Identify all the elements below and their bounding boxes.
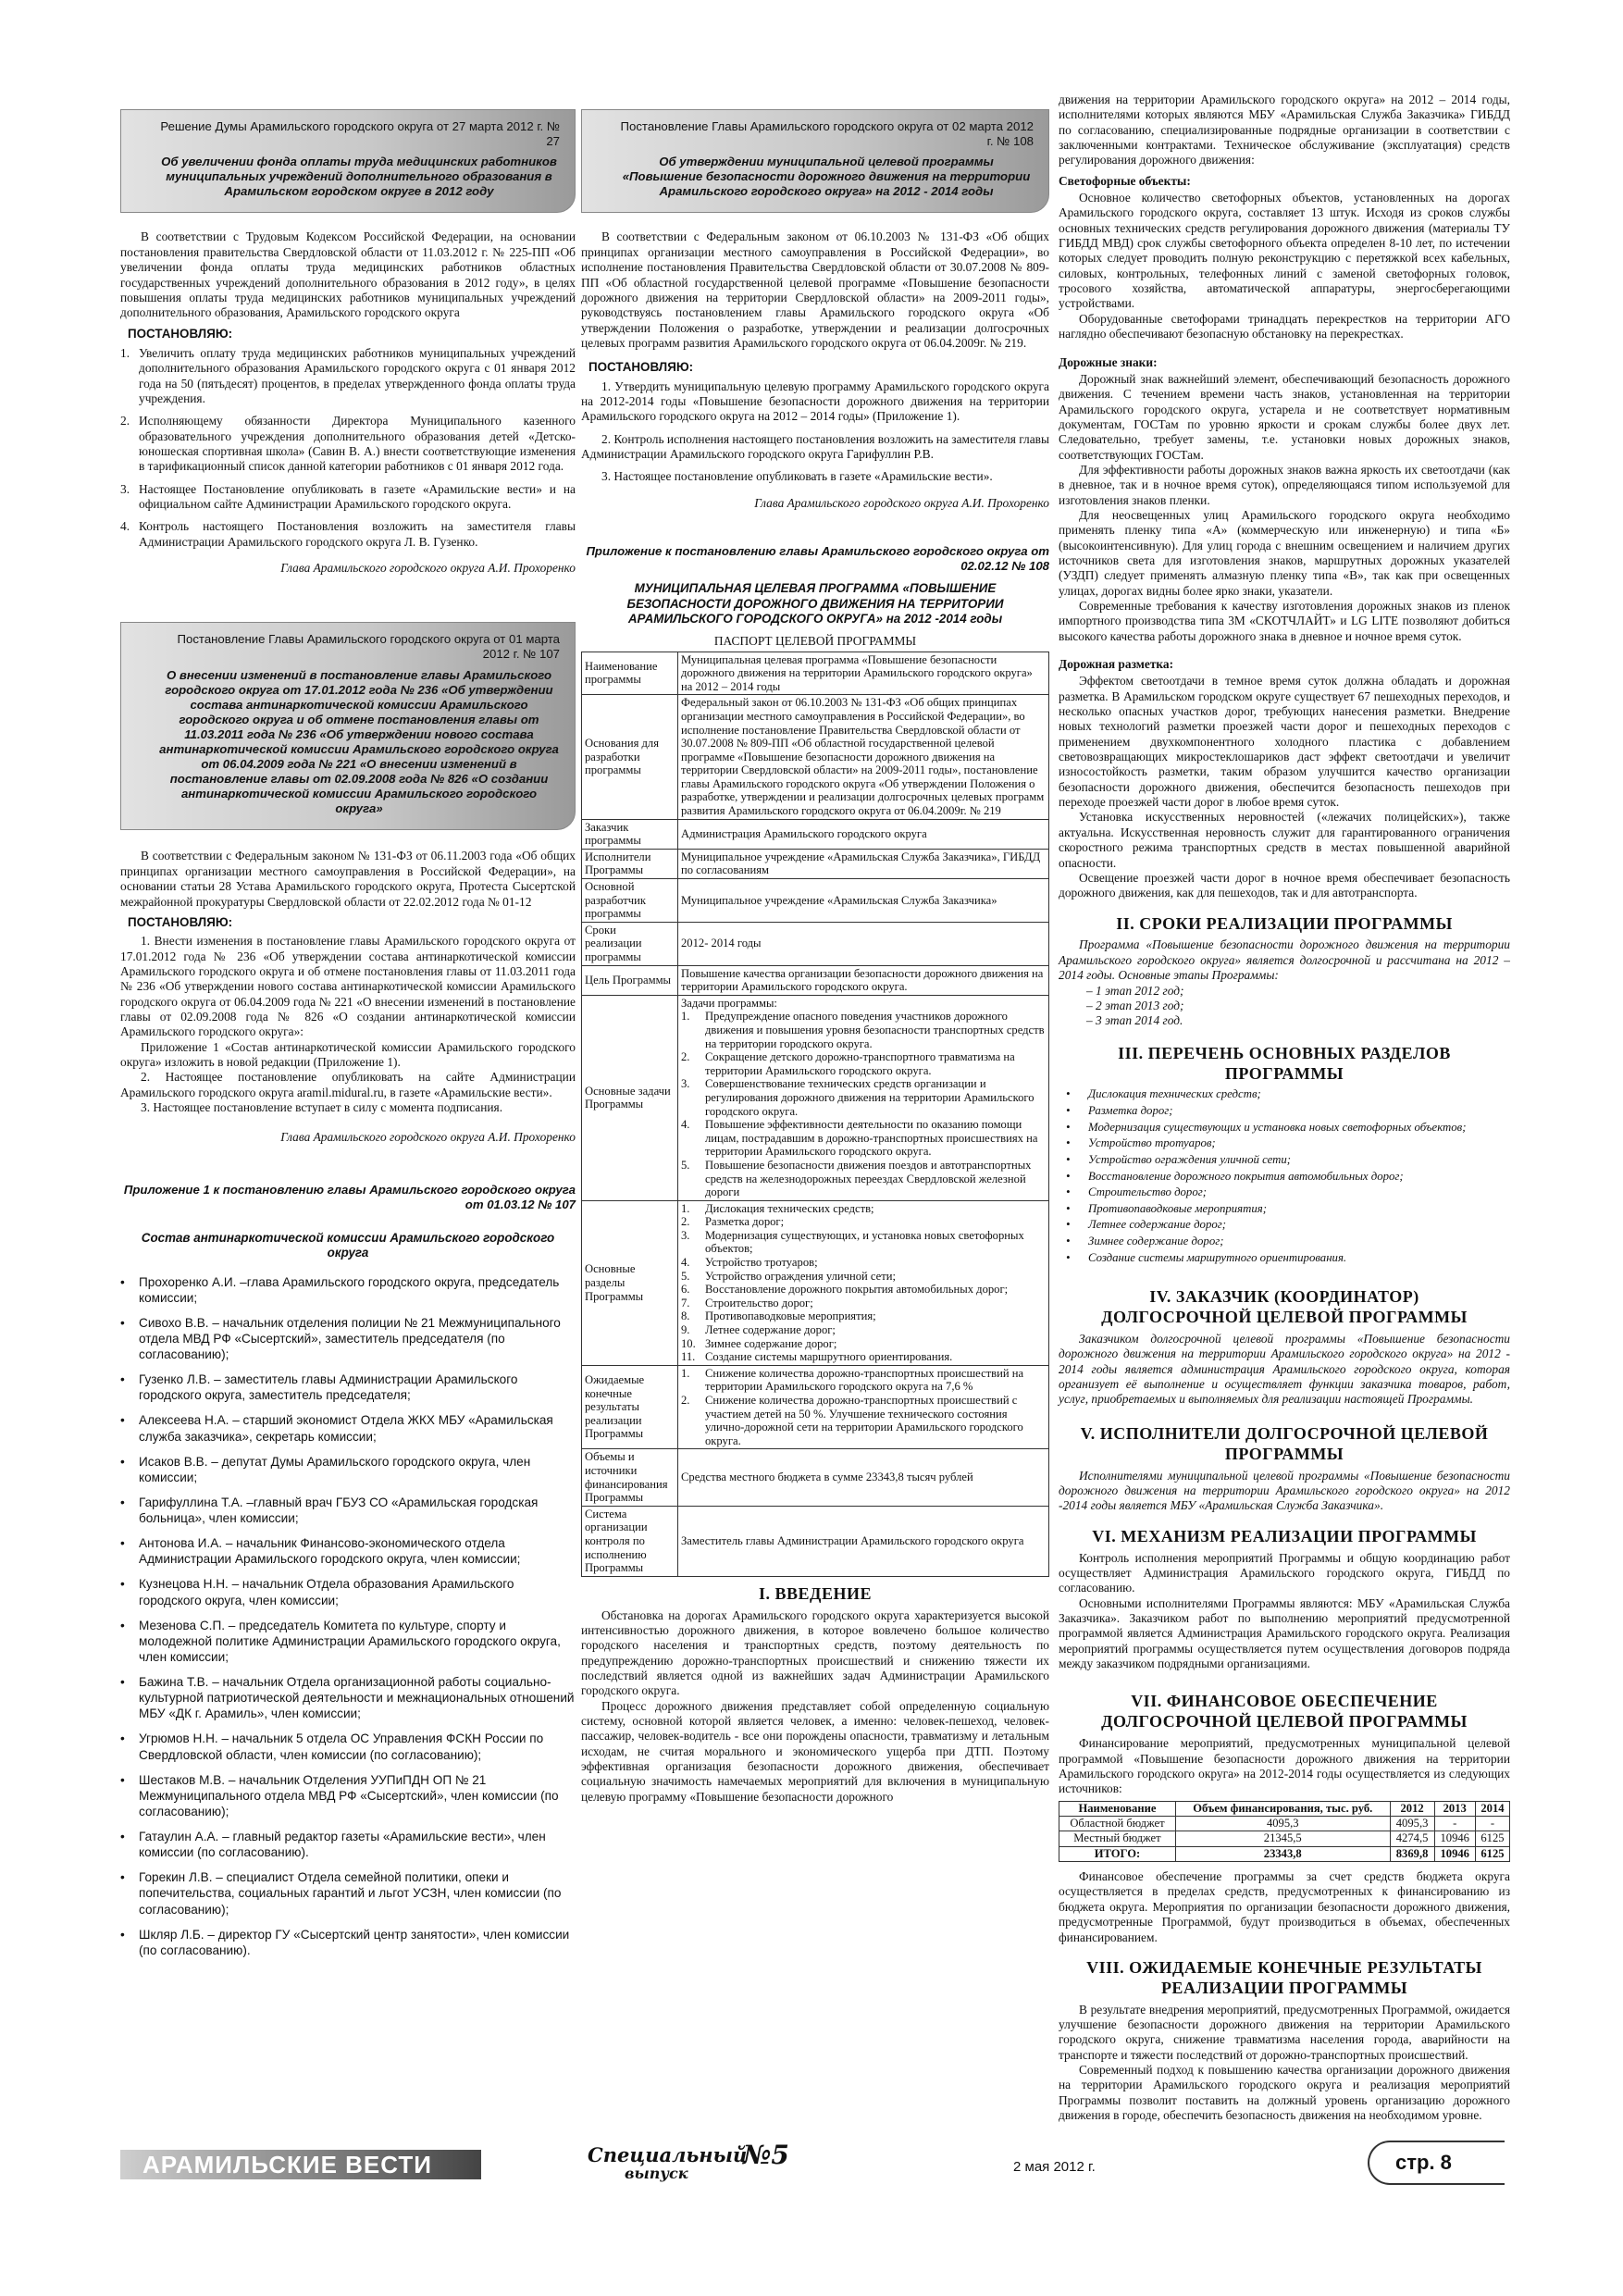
traffic-lights-heading: Светофорные объекты: (1059, 173, 1191, 188)
paragraph: Процесс дорожного движения представляет собой определенную социальную систему, основной которой является человек, а именно: человек-пешеход, человек-пассажир, человек-водитель - все они порождены опасности, травматизму и летальным исходам, не считая морального и экономического ущерба при ДТП. Поэтому эффективная организация безопасности дорожного движения, обеспечивает социальную значимость намечаемых мероприятий для включения в муниципальную целевую программу «Повышение безопасности дорожного (581, 1698, 1049, 1804)
passport-value: Муниципальное учреждение «Арамильская Служба Заказчика» (678, 879, 1049, 923)
issue-number: №5 (743, 2140, 789, 2170)
bullet: • (120, 1927, 125, 1942)
paragraph: В результате внедрения мероприятий, предусмотренных Программой, ожидается улучшение безопасности дорожного движения на территории Арамильского городского округа, снижение травматизма населения города, аварийности на транспорте и тяжести последствий от дорожно-транспортных происшествий. (1059, 2002, 1510, 2062)
commission-title: Состав антинаркотической комиссии Арамильского городского округа (141, 1230, 555, 1260)
special-issue-mark (588, 2140, 789, 2183)
signature: Глава Арамильского городского округа А.И. Прохоренко (280, 1130, 576, 1145)
section-4-text: Заказчиком долгосрочной целевой программы «Повышение безопасности дорожного движения на территории Арамильского городского округа» на 2012 - 2014 годы является администрация Арамильского городского округа, которая организует её выполнение и осуществляет функции заказчика товаров, работ, услуг, приобретаемых и выполняемых для реализации настоящей Программы. (1059, 1332, 1510, 1407)
list-item (681, 1309, 1046, 1323)
table-cell: 6125 (1475, 1846, 1509, 1861)
item-text: Зимнее содержание дорог; (1088, 1234, 1224, 1247)
commission-member (120, 1495, 576, 1526)
item-number: 4. (681, 1256, 690, 1270)
passport-row (582, 922, 1049, 965)
item-number: 3. (681, 1077, 690, 1091)
commission-member (120, 1869, 576, 1917)
bullet: • (1066, 1250, 1071, 1264)
bullet: • (1066, 1087, 1071, 1101)
bullet: • (120, 1315, 125, 1330)
special-issue-label-1: Специальный (588, 2143, 748, 2166)
passport-value: Заместитель главы Администрации Арамильского городского округа (678, 1506, 1049, 1576)
item-text: Дислокация технических средств; (705, 1201, 874, 1215)
item-text: Снижение количества дорожно-транспортных происшествий с участием детей на 50 %. Улучшение технического состояния улично-дорожной сети на территории Арамильского городского округа. (705, 1394, 1023, 1447)
item-text: Исполняющему обязанности Директора Муниципального казенного образовательного учреждения дополнительного образования детей «Детско-юношеская спортивная школа» (Савин В. А.) внести соответствующие изменения в тарификационный список данной категории работников с 01 января 2012 года. (139, 414, 576, 474)
paragraph: Основными исполнителями Программы являются: МБУ «Арамильская Служба Заказчика». Заказчиком работ по выполнению мероприятий предусмотренной программой является Администрация Арамильского городского округа. Реализация мероприятий программы осуществляется путем осуществления договоров подряда между заказчиком подрядными организациями. (1059, 1595, 1510, 1671)
signature: Глава Арамильского городского округа А.И. Прохоренко (754, 495, 1049, 510)
program-stages (1086, 984, 1510, 1029)
passport-row (582, 819, 1049, 849)
item-number: 4. (120, 519, 130, 534)
passport-value (678, 995, 1049, 1200)
column-middle (581, 109, 1049, 1805)
member-text: Алексеева Н.А. – старший экономист Отдела ЖКХ МБУ «Арамильская служба заказчика», секретарь комиссии; (139, 1413, 553, 1444)
item-text: Разметка дорог; (705, 1215, 785, 1229)
item-text: Контроль настоящего Постановления возложить на заместителя главы Администрации Арамильского городского округа Л. В. Гузенко. (139, 519, 576, 549)
paragraph: Эффектом светоотдачи в темное время суток должна обладать и дорожная разметка. В Арамильском городском округе существует 67 пешеходных переходов, и несколько опасных участков дорог, требующих нанесения разметки. Внедрение новых технологий разметки проезжей части дорог и пешеходных переходов с применением двухкомпонентного холодного пластика с добавлением световозвращающих микростеклошариков даст эффект светоотдачи и увеличит износостойкость разметки, таким образом улучшится качество организации безопасности дорожного движения, обеспечится безопасность пешеходов при переходе проезжей части дорог в любое время суток. (1059, 674, 1510, 810)
commission-member (120, 1772, 576, 1819)
commission-member (120, 1674, 576, 1721)
paragraph: Современный подход к повышению качества организации дорожного движения на территории Арамильского городского округа и реализация мероприятий Программы позволит поставить на должный уровень организацию дорожного движения в городе, обеспечить безопасность движения на необходимом уровне. (1059, 2063, 1510, 2123)
item-number: 9. (681, 1323, 690, 1337)
list-item (681, 1050, 1046, 1077)
item-text: Противопаводковые мероприятия; (705, 1309, 876, 1323)
list-item (1066, 1136, 1510, 1151)
passport-key: Наименование программы (582, 652, 678, 695)
list-item (681, 1283, 1046, 1297)
item-number: 2. (681, 1394, 690, 1407)
list-item (1066, 1235, 1510, 1249)
member-text: Шестаков М.В. – начальник Отделения УУПиПДН ОП № 21 Межмуниципального отдела МВД РФ «Сысертский», член комиссии (по согласованию); (139, 1772, 559, 1818)
table-cell: - (1475, 1817, 1509, 1831)
newspaper-logo: АРАМИЛЬСКИЕ ВЕСТИ (120, 2150, 481, 2179)
list-item (1066, 1202, 1510, 1217)
list-item (681, 1118, 1046, 1159)
issue-date: 2 мая 2012 г. (1013, 2159, 1096, 2175)
commission-member (120, 1412, 576, 1444)
item-text: Настоящее Постановление опубликовать в газете «Арамильские вести» и на официальном сайте Администрации Арамильского городского округа. (139, 481, 576, 511)
commission-member (120, 1274, 576, 1306)
paragraph: 1. Утвердить муниципальную целевую программу Арамильского городского округа на 2012-2014 годы «Повышение безопасности дорожного движения на территории Арамильского городского округа на 2012 – 2014 годы» (Приложение 1). (581, 379, 1049, 424)
paragraph: Приложение 1 «Состав антинаркотической комиссии Арамильского городского округа» изложить в новой редакции (Приложение 1). (120, 1039, 576, 1069)
section-6-text (1059, 1551, 1510, 1672)
paragraph: Современные требования к качеству изготовления дорожных знаков из пленок импортного производства типа 3М «СКОТЧЛАЙТ» и LG LITE позволяют добиться высокого качества работы дорожного знака в дневное и ночное время суток. (1059, 599, 1510, 643)
passport-row (582, 849, 1049, 878)
item-number: 6. (681, 1283, 690, 1297)
member-text: Исаков В.В. – депутат Думы Арамильского городского округа, член комиссии; (139, 1454, 531, 1484)
intro-text (581, 1608, 1049, 1805)
passport-key: Основной разработчик программы (582, 879, 678, 923)
paragraph: Установка искусственных неровностей («лежачих полицейских»), также актуальна. Искусственная неровность служит для гарантированного ограничения скоростного режима транспортных средств в местах повышенной аварийной опасности. (1059, 810, 1510, 870)
table-row (1059, 1817, 1510, 1831)
paragraph: Контроль исполнения мероприятий Программы и общую координацию работ осуществляет Администрация Арамильского городского округа, ГИБДД по согласованию. (1059, 1550, 1510, 1595)
numbered-list (681, 997, 1046, 1199)
intro-continued: движения на территории Арамильского городского округа» на 2012 – 2014 годы, исполнителями которых являются МБУ «Арамильская Служба Заказчика» ГИБДД по согласованию, специализированные подрядные организации в соответствии с заключенными контрактами. Техническое обслуживание (эксплуатация) средств регулирования дорожного движения: (1059, 93, 1510, 168)
commission-members (120, 1274, 576, 1958)
section-4-heading: IV. ЗАКАЗЧИК (КООРДИНАТОР) ДОЛГОСРОЧНОЙ ЦЕЛЕВОЙ ПРОГРАММЫ (1101, 1287, 1468, 1327)
list-item (681, 1256, 1046, 1270)
bullet: • (120, 1675, 125, 1690)
table-cell: 10946 (1434, 1846, 1475, 1861)
paragraph: Освещение проезжей части дорог в ночное время обеспечивает безопасность дорожного движения, как для пешеходов, так и для автотранспорта. (1059, 870, 1510, 900)
bullet: • (120, 1577, 125, 1592)
member-text: Гатаулин А.А. – главный редактор газеты «Арамильские вести», член комиссии (по согласованию). (139, 1830, 546, 1860)
road-signs-heading: Дорожные знаки: (1059, 354, 1158, 369)
table-cell: 4274,5 (1390, 1831, 1434, 1846)
bullet: • (120, 1870, 125, 1885)
passport-row (582, 1365, 1049, 1449)
list-item (1066, 1153, 1510, 1168)
item-number: 11. (681, 1350, 696, 1364)
item-text: Разметка дорог; (1088, 1104, 1173, 1118)
commission-member (120, 1454, 576, 1485)
section-6-heading: VI. МЕХАНИЗМ РЕАЛИЗАЦИИ ПРОГРАММЫ (1092, 1526, 1477, 1545)
paragraph: 1. Внести изменения в постановление главы Арамильского городского округа от 17.01.2012 года № 236 «Об утверждении состава антинаркотической комиссии Арамильского городского округа и об отмене постановления главы от 11.03.2011 года № 236 «Об утверждении нового состава антинаркотической комиссии Арамильского городского округа от 06.04.2009 года № 221 «О внесении изменений в постановление главы от 02.09.2008 года № 826 «О создании антинаркотической комиссии Арамильского городского округа»: (120, 934, 576, 1039)
program-appendix: Приложение к постановлению главы Арамильского городского округа от 02.02.12 № 108 (586, 543, 1049, 574)
item-text: Устройство ограждения уличной сети; (705, 1269, 896, 1283)
paragraph: Оборудованные светофорами тринадцать перекрестков на территории АГО наглядно обеспечивают безопасную обстановку на перекрестках. (1059, 311, 1510, 341)
decree-108-body: В соответствии с Федеральным законом от 06.10.2003 № 131-ФЗ «Об общих принципах организации местного самоуправления в Российской Федерации», во исполнение постановления Правительства Свердловской области от 30.07.2008 № 809-ПП «Об областной государственной целевой программе «Повышение безопасности дорожного движения на территории Свердловской области» на 2009-2011 годы», руководствуясь постановлением главы Арамильского городского округа «Об утверждении Положения о разработке, утверждении и реализации долгосрочных целевых программ развития Арамильского городского округа от 06.04.2009г. № 219. (581, 230, 1049, 350)
item-number: 1. (681, 1366, 690, 1380)
passport-key: Основания для разработки программы (582, 695, 678, 819)
passport-key: Сроки реализации программы (582, 922, 678, 965)
decree-108-subject: Об утверждении муниципальной целевой программы «Повышение безопасности дорожного движения на территории Арамильского городского округа» на 2012 - 2014 годы (622, 155, 1031, 199)
paragraph: 3. Настоящее постановление опубликовать в газете «Арамильские вести». (601, 469, 993, 484)
item-text: Дислокация технических средств; (1088, 1087, 1261, 1101)
list-item (1066, 1087, 1510, 1102)
signature: Глава Арамильского городского округа А.И. Прохоренко (280, 561, 576, 575)
decision-27-subject: Об увеличении фонда оплаты труда медицинских работников муниципальных учреждений дополнительного образования в Арамильском городском округе в 2012 году (161, 155, 557, 199)
bullet: • (1066, 1104, 1071, 1118)
table-cell: 4095,3 (1175, 1817, 1390, 1831)
bullet: • (1066, 1169, 1071, 1183)
passport-value: Федеральный закон от 06.10.2003 № 131-ФЗ «Об общих принципах организации местного самоуправления в Российской Федерации», во исполнение постановление Правительства Свердловской области от 30.07.2008 № 809-ПП «Об областной государственной целевой программе «Повышение безопасности дорожного движения на территории Свердловской области» на 2009-2011 годы», постановление главы Арамильского городского округа «Об утверждении Положения о разработке, утверждении и реализации долгосрочных целевых программ развития Арамильского городского округа от 06.04.2009г. № 219 (678, 695, 1049, 819)
decision-27-title: Решение Думы Арамильского городского округа от 27 марта 2012 г. № 27 (160, 119, 560, 149)
list-item (1066, 1218, 1510, 1233)
passport-key: Система организации контроля по исполнению Программы (582, 1506, 678, 1576)
list-item (120, 519, 576, 550)
item-number: 3. (681, 1228, 690, 1242)
page-number: стр. 8 (1368, 2141, 1505, 2185)
section-5-text: Исполнителями муниципальной целевой программы «Повышение безопасности дорожного движения на территории Арамильского городского округа» на 2012 -2014 годы является МБУ «Арамильская Служба Заказчика». (1059, 1468, 1510, 1513)
decree-word: ПОСТАНОВЛЯЮ: (128, 326, 233, 341)
bullet: • (1066, 1120, 1071, 1134)
item-text: Устройство ограждения уличной сети; (1088, 1152, 1292, 1166)
bullet: • (1066, 1201, 1071, 1215)
bullet: • (120, 1274, 125, 1289)
commission-member (120, 1315, 576, 1362)
member-text: Сивохо В.В. – начальник отделения полиции № 21 Межмуниципального отдела МВД РФ «Сысертский», заместитель председателя (по согласованию); (139, 1315, 561, 1362)
member-text: Шкляр Л.Б. – директор ГУ «Сысертский центр занятости», член комиссии (по согласованию). (139, 1927, 570, 1957)
item-number: 1. (681, 1201, 690, 1215)
bullet: • (120, 1618, 125, 1632)
numbered-list (681, 1367, 1046, 1448)
passport-key: Основные разделы Программы (582, 1200, 678, 1365)
bullet: • (120, 1731, 125, 1746)
passport-value: Муниципальное учреждение «Арамильская Служба Заказчика», ГИБДД по согласованиям (678, 849, 1049, 878)
list-item (681, 1297, 1046, 1310)
bullet: • (120, 1372, 125, 1387)
paragraph: 3. Настоящее постановление вступает в силу с момента подписания. (141, 1099, 503, 1114)
item-number: 1. (120, 345, 130, 360)
list-item (1066, 1121, 1510, 1136)
list-item (681, 1202, 1046, 1216)
item-text: Предупреждение опасного поведения участников дорожного движения и повышения уровня безопасности транспортных средств на территории городского округа. (705, 1010, 1045, 1050)
passport-value (678, 1200, 1049, 1365)
item-number: 5. (681, 1158, 690, 1172)
bullet: • (1066, 1218, 1071, 1232)
program-passport-table (581, 652, 1049, 1577)
list-item (1066, 1104, 1510, 1119)
passport-key: Цель Программы (582, 965, 678, 995)
list-item (1066, 1170, 1510, 1185)
item-text: Противопаводковые мероприятия; (1088, 1201, 1267, 1215)
item-text: Создание системы маршрутного ориентирования. (705, 1350, 953, 1364)
table-cell: 21345,5 (1175, 1831, 1390, 1846)
section-2-text: Программа «Повышение безопасности дорожного движения на территории Арамильского городского округа» является долгосрочной и рассчитана на 2012 – 2014 годы. Основные этапы Программы: (1059, 937, 1510, 983)
item-text: Совершенствование технических средств организации и регулирования дорожного движения на территории Арамильского городского округа. (705, 1077, 1035, 1118)
item-text: Зимнее содержание дорог; (705, 1336, 837, 1350)
section-3-heading: III. ПЕРЕЧЕНЬ ОСНОВНЫХ РАЗДЕЛОВ ПРОГРАММЫ (1118, 1043, 1451, 1083)
section-3-list (1066, 1087, 1510, 1265)
passport-value: Средства местного бюджета в сумме 23343,8 тысяч рублей (678, 1449, 1049, 1506)
numbered-list (681, 1202, 1046, 1364)
table-cell: - (1434, 1817, 1475, 1831)
passport-value: 2012- 2014 годы (678, 922, 1049, 965)
decree-word: ПОСТАНОВЛЯЮ: (588, 360, 694, 375)
decree-107-items (120, 934, 576, 1115)
bullet: • (1066, 1185, 1071, 1199)
item-text: Летнее содержание дорог; (1088, 1218, 1226, 1232)
section-8-text (1059, 2003, 1510, 2124)
passport-title: ПАСПОРТ ЦЕЛЕВОЙ ПРОГРАММЫ (713, 634, 917, 649)
road-marking-text (1059, 674, 1510, 900)
list-item (681, 1323, 1046, 1337)
section-2-heading: II. СРОКИ РЕАЛИЗАЦИИ ПРОГРАММЫ (1116, 913, 1453, 933)
item-text: Повышение безопасности движения поездов и автотранспортных средств на железнодорожных переездах Свердловской железной дороги (705, 1158, 1032, 1199)
list-item (681, 1215, 1046, 1229)
table-cell: ИТОГО: (1059, 1846, 1176, 1861)
list-item (681, 1010, 1046, 1050)
list-item (681, 1350, 1046, 1364)
passport-row (582, 965, 1049, 995)
list-item (681, 1077, 1046, 1118)
table-header-cell: Наименование (1059, 1801, 1176, 1816)
item-number: 8. (681, 1309, 690, 1323)
list-item (681, 1394, 1046, 1447)
decree-word: ПОСТАНОВЛЯЮ: (128, 914, 233, 929)
item-number: 4. (681, 1118, 690, 1132)
member-text: Антонова И.А. – начальник Финансово-экономического отдела Администрации Арамильского городского округа, член комиссии; (139, 1536, 521, 1567)
passport-row (582, 995, 1049, 1200)
section-5-heading: V. ИСПОЛНИТЕЛИ ДОЛГОСРОЧНОЙ ЦЕЛЕВОЙ ПРОГРАММЫ (1080, 1423, 1489, 1463)
road-signs-text (1059, 372, 1510, 644)
member-text: Угрюмов Н.Н. – начальник 5 отдела ОС Управления ФСКН России по Свердловской области, член комиссии (по согласованию); (139, 1731, 544, 1762)
passport-key: Объемы и источники финансирования Программы (582, 1449, 678, 1506)
passport-row (582, 1200, 1049, 1365)
member-text: Гарифуллина Т.А. –главный врач ГБУЗ СО «Арамильская городская больница», член комиссии; (139, 1495, 539, 1526)
item-number: 10. (681, 1336, 696, 1350)
decision-27-header (120, 109, 576, 213)
member-text: Кузнецова Н.Н. – начальник Отдела образования Арамильского городского округа, член комиссии; (139, 1577, 514, 1607)
list-item (120, 414, 576, 474)
decree-107-title: Постановление Главы Арамильского городского округа от 01 марта 2012 г. № 107 (177, 632, 560, 662)
passport-row (582, 1449, 1049, 1506)
traffic-lights-text (1059, 191, 1510, 341)
paragraph: Основное количество светофорных объектов, установленных на дорогах Арамильского городского округа, составляет 13 штук. Исходя из сроков службы основных технических средств регулирования дорожного движения (материалы ТУ ГИБДД МВД) срок службы светофорного объекта определен 8-10 лет, по истечении которых следует проводить полную реконструкцию с перетяжкой всех кабельных, силовых, контрольных, телефонных линий с заменой светофорных головок, тросового хозяйства, автоматической аппаратуры, энергосберегающими устройствами. (1059, 191, 1510, 311)
item-text: Летнее содержание дорог; (705, 1323, 836, 1337)
table-cell: Областной бюджет (1059, 1817, 1176, 1831)
passport-row (582, 652, 1049, 695)
passport-key: Исполнители Программы (582, 849, 678, 878)
list-item (681, 1159, 1046, 1199)
passport-value (678, 1365, 1049, 1449)
commission-member (120, 1618, 576, 1665)
paragraph: 2. Контроль исполнения настоящего постановления возложить на заместителя главы Администрации Арамильского городского округа Гарифуллин Р.В. (581, 431, 1049, 461)
table-cell: 23343,8 (1175, 1846, 1390, 1861)
member-text: Горекин Л.В. – специалист Отдела семейной политики, опеки и попечительства, социальных гарантий и льгот УСЗН, член комиссии (по согласованию); (139, 1870, 562, 1917)
intro-heading: I. ВВЕДЕНИЕ (759, 1583, 872, 1603)
commission-member (120, 1927, 576, 1958)
section-8-heading: VIII. ОЖИДАЕМЫЕ КОНЕЧНЫЕ РЕЗУЛЬТАТЫ РЕАЛИЗАЦИИ ПРОГРАММЫ (1086, 1957, 1482, 1997)
stage-item: – 2 этап 2013 год; (1086, 998, 1184, 1012)
item-text: Снижение количества дорожно-транспортных происшествий на территории Арамильского городского округа на 7,6 % (705, 1366, 1024, 1394)
item-text: Восстановление дорожного покрытия автомобильных дорог; (705, 1283, 1009, 1297)
item-number: 2. (120, 414, 130, 428)
item-number: 2. (681, 1050, 690, 1064)
list-item (120, 482, 576, 513)
list-item (681, 1270, 1046, 1284)
list-item (120, 346, 576, 406)
paragraph: Для эффективности работы дорожных знаков важна яркость их светоотдачи (как в дневное, так и в ночное время суток), определяющаяся типом используемой для изготовления знаков пленки. (1059, 462, 1510, 507)
item-text: Восстановление дорожного покрытия автомобильных дорог; (1088, 1169, 1404, 1183)
column-right (1059, 93, 1510, 2124)
special-issue-label-2: выпуск (625, 2165, 688, 2182)
passport-key: Заказчик программы (582, 819, 678, 849)
paragraph: 2. Настоящее постановление опубликовать на сайте Администрации Арамильского городского округа aramil.midural.ru, в газете «Арамильские вести». (120, 1070, 576, 1099)
item-number: 7. (681, 1296, 690, 1309)
page-footer (120, 2140, 1505, 2187)
table-cell: Местный бюджет (1059, 1831, 1176, 1846)
table-cell: 6125 (1475, 1831, 1509, 1846)
table-header-cell: 2014 (1475, 1801, 1509, 1816)
decree-107-body: В соответствии с Федеральным законом № 131-ФЗ от 06.11.2003 года «Об общих принципах организации местного самоуправления в Российской Федерации», на основании статьи 28 Устава Арамильского городского округа, Протеста Сысертской межрайонной прокуратуры Свердловской области от 22.02.2012 года № 01-12 (120, 849, 576, 909)
stage-item: – 1 этап 2012 год; (1086, 983, 1184, 998)
item-text: Повышение эффективности деятельности по оказанию помощи лицам, пострадавшим в дорожно-транспортных происшествиях на территории Арамильского городского округа. (705, 1118, 1038, 1159)
program-title: МУНИЦИПАЛЬНАЯ ЦЕЛЕВАЯ ПРОГРАММА «ПОВЫШЕНИЕ БЕЗОПАСНОСТИ ДОРОЖНОГО ДВИЖЕНИЯ НА ТЕРРИТОРИИ АРАМИЛЬСКОГО ГОРОДСКОГО ОКРУГА» на 2012 -2014 годы (626, 581, 1004, 626)
decree-107-subject: О внесении изменений в постановление главы Арамильского городского округа от 17.01.2012 года № 236 «Об утверждении состава антинаркотической комиссии Арамильского городского округа и об отмене постановления главы от 11.03.2011 года № 236 «Об утверждении нового состава антинаркотической комиссии Арамильского городского округа от 06.04.2009 года № 221 «О внесении изменений в постановление главы от 02.09.2008 года № 826 «О создании антинаркотической комиссии Арамильского городского округа» (159, 667, 559, 816)
bullet: • (120, 1830, 125, 1844)
funding-table (1059, 1801, 1510, 1862)
decree-107-header (120, 622, 576, 830)
commission-member (120, 1371, 576, 1403)
table-cell: 8369,8 (1390, 1846, 1434, 1861)
commission-member (120, 1576, 576, 1607)
section-7-text-2: Финансовое обеспечение программы за счет средств бюджета округа осуществляется в пределах средств, предусмотренных к финансированию из бюджета округа. Мероприятия по организации безопасности дорожного движения, предусмотренные Программой, будут производиться в объемах, обеспеченных финансированием. (1059, 1869, 1510, 1944)
passport-value: Администрация Арамильского городского округа (678, 819, 1049, 849)
paragraph: Для неосвещенных улиц Арамильского городского округа необходимо применять пленку типа «А» (коммерческую или инженерную) и типа «Б» (высокоинтенсивную). Для улиц города с внешним освещением и наличием других источников света для изготовления знаков, маршрутных дорожных указателей (УЗДП) следует применять алмазную пленку типа «В», так как при освещенных улицах, дорогах видны более ярко знаки, указатели. (1059, 507, 1510, 598)
decision-27-body: В соответствии с Трудовым Кодексом Российской Федерации, на основании постановления правительства Свердловской области от 11.03.2012 г. № 225-ПП «Об увеличении фонда оплаты труда медицинских работников областных государственных учреждений дополнительного образования в 2012 году», в целях повышения оплаты труда медицинских работников муниципальных учреждений дополнительного образования, Арамильского городского округа (120, 230, 576, 320)
commission-member (120, 1731, 576, 1762)
commission-member (120, 1535, 576, 1567)
item-text: Создание системы маршрутного ориентирования. (1088, 1250, 1347, 1264)
member-text: Бажина Т.В. – начальник Отдела организационной работы социально-культурной патриотической деятельности и межнациональных отношений МБУ «ДК г. Арамиль», член комиссии; (139, 1675, 575, 1721)
list-head: Задачи программы: (681, 996, 777, 1010)
passport-value: Муниципальная целевая программа «Повышение безопасности дорожного движения на территории Арамильского городского округа» на 2012 – 2014 годы (678, 652, 1049, 695)
table-header-cell: Объем финансирования, тыс. руб. (1175, 1801, 1390, 1816)
bullet: • (120, 1495, 125, 1509)
commission-member (120, 1829, 576, 1860)
list-item (1066, 1185, 1510, 1200)
decision-27-items (120, 346, 576, 550)
list-item (681, 1229, 1046, 1256)
bullet: • (120, 1454, 125, 1469)
section-7-heading: VII. ФИНАНСОВОЕ ОБЕСПЕЧЕНИЕ ДОЛГОСРОЧНОЙ ЦЕЛЕВОЙ ПРОГРАММЫ (1101, 1692, 1468, 1731)
column-left (120, 109, 576, 1967)
item-number: 1. (681, 1010, 690, 1024)
bullet: • (120, 1413, 125, 1428)
member-text: Мезенова С.П. – председатель Комитета по культуре, спорту и молодежной политике Администрации Арамильского городского округа, член комиссии; (139, 1618, 561, 1664)
list-item (681, 1367, 1046, 1394)
list-item (1066, 1251, 1510, 1266)
passport-row (582, 695, 1049, 819)
table-row (1059, 1846, 1510, 1861)
table-row (1059, 1831, 1510, 1846)
table-cell: 4095,3 (1390, 1817, 1434, 1831)
bullet: • (120, 1536, 125, 1551)
item-number: 5. (681, 1269, 690, 1283)
item-text: Модернизация существующих и установка новых светофорных объектов; (1088, 1120, 1467, 1134)
item-number: 2. (681, 1215, 690, 1229)
item-text: Сокращение детского дорожно-транспортного травматизма на территории Арамильского городского округа. (705, 1050, 1015, 1077)
item-text: Строительство дорог; (1088, 1185, 1207, 1199)
stage-item: – 3 этап 2014 год. (1086, 1013, 1183, 1028)
table-header-cell: 2013 (1434, 1801, 1475, 1816)
item-text: Устройство тротуаров; (705, 1256, 818, 1270)
appendix-1-heading: Приложение 1 к постановлению главы Арамильского городского округа от 01.03.12 № 107 (123, 1182, 576, 1211)
passport-key: Основные задачи Программы (582, 995, 678, 1200)
item-text: Модернизация существующих, и установка новых светофорных объектов; (705, 1228, 1024, 1256)
decree-108-header (581, 109, 1049, 213)
passport-row (582, 879, 1049, 923)
road-marking-heading: Дорожная разметка: (1059, 657, 1174, 672)
section-7-text: Финансирование мероприятий, предусмотренных муниципальной целевой программой «Повышение безопасности дорожного движения на территории Арамильского городского округа» на 2012-2014 годы осуществляется из следующих источников: (1059, 1736, 1510, 1796)
bullet: • (1066, 1152, 1071, 1166)
item-text: Строительство дорог; (705, 1296, 813, 1309)
table-cell: 10946 (1434, 1831, 1475, 1846)
passport-key: Ожидаемые конечные результаты реализации Программы (582, 1365, 678, 1449)
paragraph: Дорожный знак важнейший элемент, обеспечивающий безопасность дорожного движения. С течением времени часть знаков, установленная на территории Арамильского городского округа, устарела и не соответствует нормативным документам, ГОСТам по уровню яркости и срокам службы более двух лет. Следовательно, требует замены, т.е. установки новых дорожных знаков, соответствующих ГОСТам. (1059, 371, 1510, 462)
passport-value: Повышение качества организации безопасности дорожного движения на территории Арамильского городского округа. (678, 965, 1049, 995)
item-text: Устройство тротуаров; (1088, 1136, 1216, 1150)
table-header-cell: 2012 (1390, 1801, 1434, 1816)
member-text: Прохоренко А.И. –глава Арамильского городского округа, председатель комиссии; (139, 1274, 560, 1305)
item-number: 3. (120, 481, 130, 496)
item-text: Увеличить оплату труда медицинских работников муниципальных учреждений дополнительного образования Арамильского городского округа с 01 января 2012 года на 50 (пятьдесят) процентов, в пределах утвержденного фонда оплаты труда учреждения. (139, 345, 576, 405)
bullet: • (1066, 1234, 1071, 1247)
bullet: • (120, 1772, 125, 1787)
passport-row (582, 1506, 1049, 1576)
list-item (681, 1337, 1046, 1351)
paragraph: Обстановка на дорогах Арамильского городского округа характеризуется высокой интенсивностью дорожного движения, в которое вовлечено большое количество городского населения и транспортных средств, поэтому деятельность по предупреждению дорожно-транспортных происшествий и снижению тяжести их последствий является одной из важнейших задач Администрации Арамильского городского округа. (581, 1607, 1049, 1698)
decree-108-title: Постановление Главы Арамильского городского округа от 02 марта 2012 г. № 108 (620, 119, 1034, 149)
bullet: • (1066, 1136, 1071, 1150)
decree-108-items (581, 379, 1049, 485)
member-text: Гузенко Л.В. – заместитель главы Администрации Арамильского городского округа, заместитель председателя; (139, 1372, 518, 1403)
